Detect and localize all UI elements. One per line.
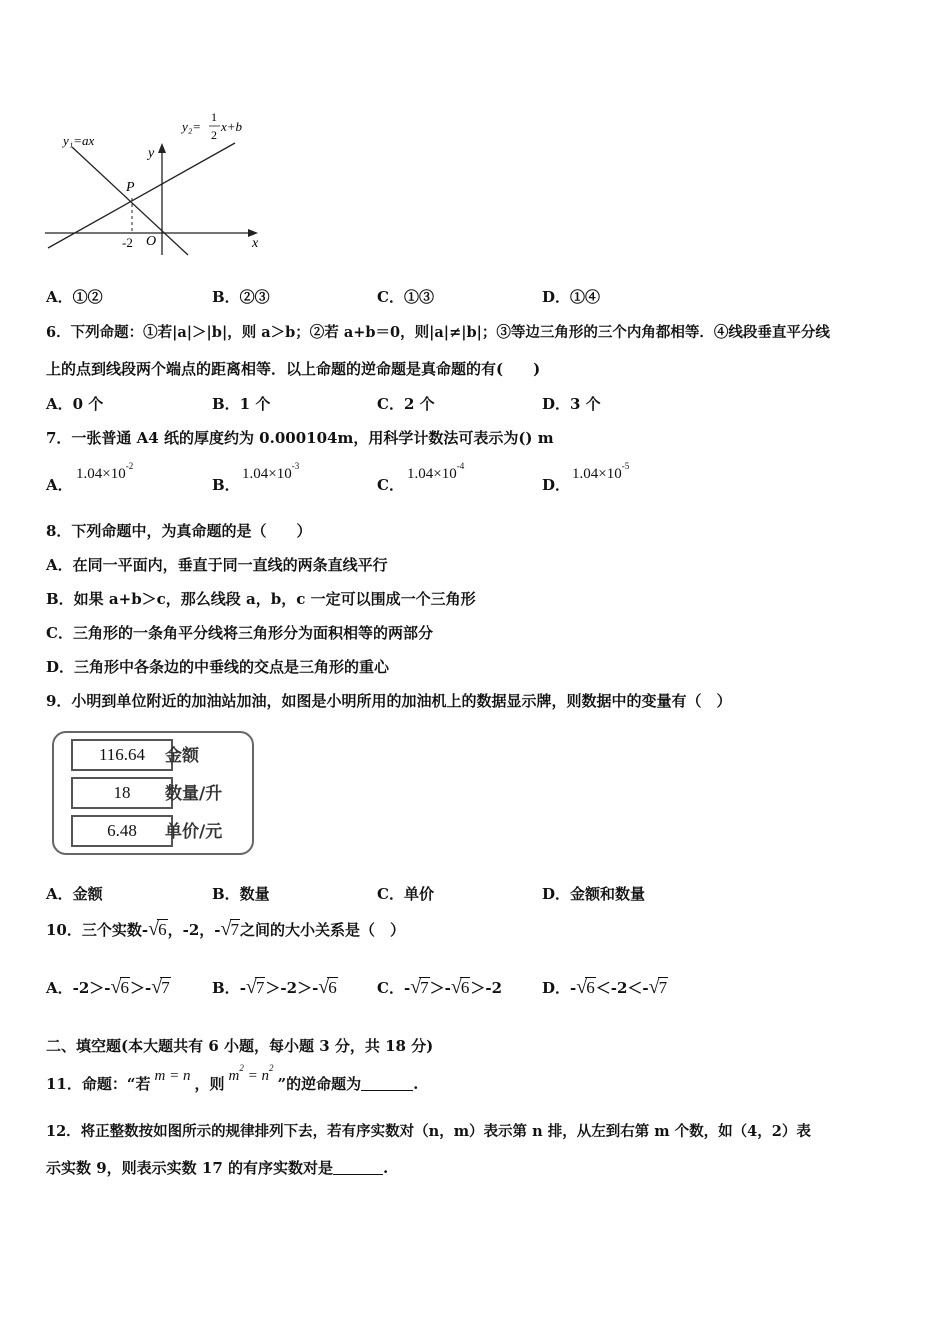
option-d[interactable]: D．金额和数量 (542, 885, 646, 903)
option-a-letter[interactable]: A． (46, 476, 73, 494)
option-d[interactable]: D．①④ (542, 288, 601, 306)
label-y2-prefix: y₂= (182, 119, 202, 134)
quantity-label: 数量/升 (165, 784, 223, 804)
label-y1: y₁=ax (63, 133, 95, 148)
q8-stem: 8．下列命题中，为真命题的是（ ） (46, 522, 312, 540)
label-y2-suffix: x+b (221, 119, 243, 134)
option-b-letter[interactable]: B． (212, 476, 240, 494)
option-d[interactable]: D．3 个 (542, 395, 601, 413)
q8-option-d[interactable]: D．三角形中各条边的中垂线的交点是三角形的重心 (46, 658, 390, 676)
q11-line: 11．命题：“若 m = n ，则 $m^2 = n^2$”的逆命题为 . (46, 1063, 419, 1093)
option-b-value[interactable]: $1.04\times 10^{-3}$ (242, 461, 300, 482)
option-a[interactable]: A．①② (46, 288, 103, 306)
option-c-value[interactable]: $1.04\times 10^{-4}$ (407, 461, 465, 482)
section-heading: 二、填空题(本大题共有 6 小题，每小题 3 分，共 18 分) (46, 1037, 434, 1055)
option-d-letter[interactable]: D． (542, 476, 571, 494)
quantity-value: 18 (71, 777, 173, 809)
q5-graph (40, 105, 280, 265)
label-p: P (126, 180, 135, 195)
option-c[interactable]: C．①③ (377, 288, 434, 306)
option-c-letter[interactable]: C． (377, 476, 404, 494)
y-axis-arrow (158, 143, 166, 153)
option-a[interactable]: A．0 个 (46, 395, 104, 413)
label-y2-den: 2 (211, 128, 217, 142)
amount-label: 金额 (165, 746, 199, 766)
unit-price-label: 单价/元 (165, 822, 223, 842)
q6-line2: 上的点到线段两个端点的距离相等．以上命题的逆命题是真命题的有( ) (46, 360, 541, 378)
label-y2-num: 1 (211, 110, 217, 124)
option-d-value[interactable]: $1.04\times 10^{-5}$ (572, 461, 630, 482)
q8-option-c[interactable]: C．三角形的一条角平分线将三角形分为面积相等的两部分 (46, 624, 433, 642)
q10-stem: 10．三个实数-√6，-2，-√7之间的大小关系是（ ） (46, 918, 406, 940)
label-origin: O (146, 234, 157, 249)
q8-option-b[interactable]: B．如果 a+b＞c，那么线段 a，b，c 一定可以围成一个三角形 (46, 590, 476, 608)
option-a[interactable]: A．-2＞-√6＞-√7 (46, 976, 170, 998)
label-y-axis: y (148, 146, 155, 161)
option-d[interactable]: D．-√6＜-2＜-√7 (542, 976, 668, 998)
label-x-axis: x (252, 236, 259, 251)
q6-line1: 6．下列命题：①若|a|＞|b|，则 a＞b；②若 a+b＝0，则|a|≠|b|；③等边三角形的三个内角都相等．④线段垂直平分线 (46, 324, 830, 341)
q8-option-a[interactable]: A．在同一平面内，垂直于同一直线的两条直线平行 (46, 556, 388, 574)
option-b[interactable]: B．1 个 (212, 395, 271, 413)
q12-line1: 12．将正整数按如图所示的规律排列下去，若有序实数对（n，m）表示第 n 排，从左到右第 m 个数，如（4，2）表 (46, 1123, 811, 1140)
answer-blank[interactable] (361, 1076, 413, 1091)
option-b[interactable]: B．数量 (212, 885, 270, 903)
pump-display (52, 731, 254, 855)
amount-value: 116.64 (71, 739, 173, 771)
option-a-value[interactable]: $1.04\times 10^{-2}$ (76, 461, 134, 482)
option-c[interactable]: C．-√7＞-√6＞-2 (377, 976, 503, 998)
q9-stem: 9．小明到单位附近的加油站加油，如图是小明所用的加油机上的数据显示牌，则数据中的变量有（ ） (46, 692, 732, 710)
option-b[interactable]: B．-√7＞-2＞-√6 (212, 976, 337, 998)
q12-line2: 示实数 9，则表示实数 17 的有序实数对是 . (46, 1159, 389, 1177)
answer-blank[interactable] (333, 1160, 383, 1175)
option-a[interactable]: A．金额 (46, 885, 103, 903)
option-b[interactable]: B．②③ (212, 288, 270, 306)
unit-price-value: 6.48 (71, 815, 173, 847)
line-y2 (48, 143, 235, 248)
q7-stem: 7．一张普通 A4 纸的厚度约为 0.000104m，用科学计数法可表示为() m (46, 429, 554, 447)
label-tick: -2 (122, 235, 133, 250)
option-c[interactable]: C．2 个 (377, 395, 435, 413)
option-c[interactable]: C．单价 (377, 885, 434, 903)
